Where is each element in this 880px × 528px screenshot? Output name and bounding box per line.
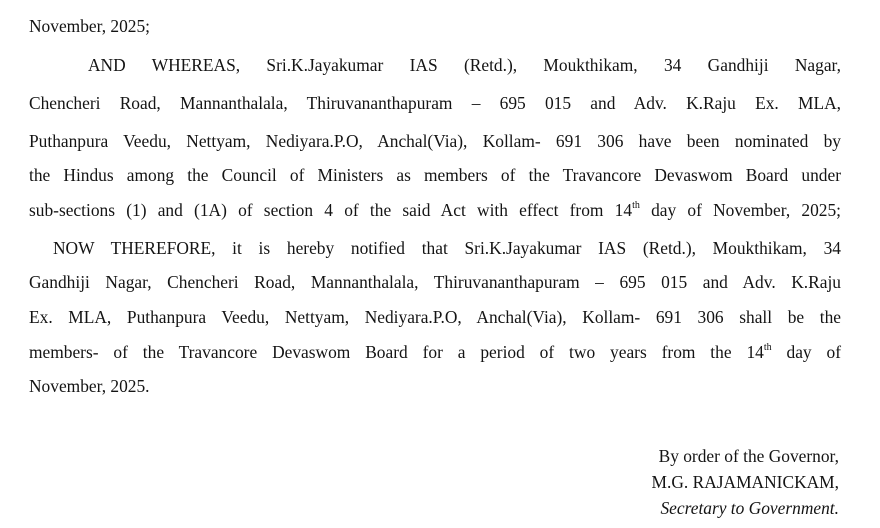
whereas-line-4: the Hindus among the Council of Ministers as members of the Travancore Devaswom Board under xyxy=(29,165,841,185)
notification-line-1: NOW THEREFORE, it is hereby notified that Sri.K.Jayakumar IAS (Retd.), Moukthikam, 34 xyxy=(53,238,841,258)
whereas-line-5-text-b: day of November, 2025; xyxy=(639,200,842,220)
notification-line-4-text-b: day of xyxy=(771,342,842,362)
notification-line-4-text-a: members- of the Travancore Devaswom Board for a period of two years from the 14 xyxy=(29,342,764,362)
notification-line-4 xyxy=(29,340,841,364)
ordinal-suffix: th xyxy=(632,200,640,212)
signatory-name: M.G. RAJAMANICKAM, xyxy=(651,472,839,492)
whereas-line-5 xyxy=(29,198,841,222)
order-of-governor: By order of the Governor, xyxy=(658,446,839,466)
notification-line-5: November, 2025. xyxy=(29,376,150,396)
whereas-line-3: Puthanpura Veedu, Nettyam, Nediyara.P.O, Anchal(Via), Kollam- 691 306 have been nominated by xyxy=(29,131,841,151)
signatory-designation: Secretary to Government. xyxy=(660,498,839,518)
whereas-line-2: Chencheri Road, Mannanthalala, Thiruvananthapuram – 695 015 and Adv. K.Raju Ex. MLA, xyxy=(29,93,841,113)
ordinal-suffix: th xyxy=(763,342,772,354)
notification-line-2: Gandhiji Nagar, Chencheri Road, Mannanthalala, Thiruvananthapuram – 695 015 and Adv. K.Raju xyxy=(29,272,841,292)
notification-line-3: Ex. MLA, Puthanpura Veedu, Nettyam, Nediyara.P.O, Anchal(Via), Kollam- 691 306 shall be the xyxy=(29,307,841,327)
whereas-line-1: AND WHEREAS, Sri.K.Jayakumar IAS (Retd.), Moukthikam, 34 Gandhiji Nagar, xyxy=(88,55,841,75)
continuation-line: November, 2025; xyxy=(29,16,151,36)
whereas-line-5-text-a: sub-sections (1) and (1A) of section 4 of the said Act with effect from 14 xyxy=(29,200,633,220)
